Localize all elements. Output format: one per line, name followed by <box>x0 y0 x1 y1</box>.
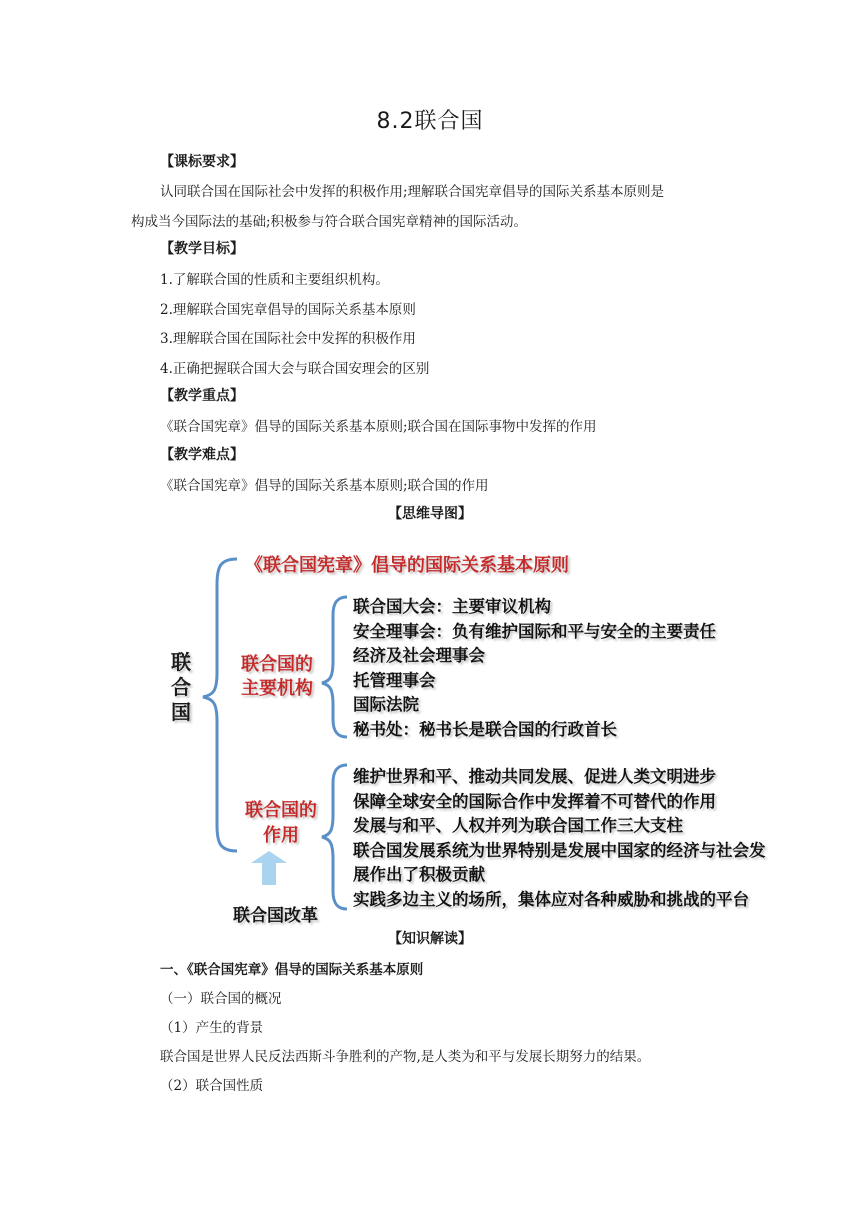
organ-item: 秘书处：秘书长是联合国的行政首长 <box>353 719 617 739</box>
goals-heading: 【教学目标】 <box>160 241 244 257</box>
key-points-text: 《联合国宪章》倡导的国际关系基本原则;联合国在国际事物中发挥的作用 <box>160 419 597 435</box>
role-item: 展作出了积极贡献 <box>353 865 485 884</box>
mind-map <box>165 545 795 930</box>
organs-bracket <box>322 597 347 737</box>
knowledge-section-1: 一、《联合国宪章》倡导的国际关系基本原则 <box>160 962 424 978</box>
mindmap-heading: 【思维导图】 <box>388 506 472 522</box>
organ-item: 安全理事会：负有维护国际和平与安全的主要责任 <box>353 621 716 641</box>
knowledge-heading: 【知识解读】 <box>388 931 472 947</box>
knowledge-sub-1: （一）联合国的概况 <box>160 991 282 1007</box>
curriculum-heading: 【课标要求】 <box>160 154 244 170</box>
curriculum-text-line1: 认同联合国在国际社会中发挥的积极作用;理解联合国宪章倡导的国际关系基本原则是 <box>160 184 665 200</box>
root-char-2: 合 <box>171 675 191 699</box>
mindmap-root <box>169 650 193 725</box>
organ-item: 国际法院 <box>353 695 419 714</box>
organ-item: 联合国大会：主要审议机构 <box>353 597 551 616</box>
role-item: 联合国发展系统为世界特别是发展中国家的经济与社会发 <box>353 840 766 860</box>
key-points-heading: 【教学重点】 <box>160 388 244 404</box>
role-item: 发展与和平、人权并列为联合国工作三大支柱 <box>353 816 683 835</box>
principles-node: 《联合国宪章》倡导的国际关系基本原则 <box>245 555 569 576</box>
organs-label <box>241 653 313 701</box>
knowledge-point-1-text: 联合国是世界人民反法西斯斗争胜利的产物,是人类为和平与发展长期努力的结果。 <box>160 1049 651 1065</box>
knowledge-point-2: （2）联合国性质 <box>160 1078 264 1094</box>
role-label-line2: 作用 <box>263 825 299 846</box>
knowledge-point-1: （1）产生的背景 <box>160 1020 264 1036</box>
difficulties-heading: 【教学难点】 <box>160 447 244 463</box>
difficulties-text: 《联合国宪章》倡导的国际关系基本原则;联合国的作用 <box>160 478 489 494</box>
goal-item-4: 4.正确把握联合国大会与联合国安理会的区别 <box>160 361 430 377</box>
role-item: 保障全球安全的国际合作中发挥着不可替代的作用 <box>353 791 716 811</box>
root-char-1: 联 <box>171 650 191 674</box>
reform-node: 联合国改革 <box>233 906 318 926</box>
organ-item: 托管理事会 <box>353 670 436 690</box>
main-bracket <box>203 559 237 851</box>
page-title: 8.2联合国 <box>376 109 484 134</box>
organs-label-line2: 主要机构 <box>241 678 313 699</box>
role-label-line1: 联合国的 <box>245 800 317 821</box>
role-item: 实践多边主义的场所，集体应对各种威胁和挑战的平台 <box>353 889 749 909</box>
roles-list <box>353 765 766 912</box>
role-label <box>245 798 317 848</box>
roles-bracket <box>322 765 347 909</box>
curriculum-text-line2: 构成当今国际法的基础;积极参与符合联合国宪章精神的国际活动。 <box>131 214 528 230</box>
goal-item-1: 1.了解联合国的性质和主要组织机构。 <box>160 272 389 288</box>
root-char-3: 国 <box>171 700 191 724</box>
organs-label-line1: 联合国的 <box>241 654 313 675</box>
role-item: 维护世界和平、推动共同发展、促进人类文明进步 <box>353 767 716 786</box>
goal-item-3: 3.理解联合国在国际社会中发挥的积极作用 <box>160 331 416 347</box>
organ-item: 经济及社会理事会 <box>353 646 485 665</box>
up-arrow-icon <box>251 851 287 885</box>
goal-item-2: 2.理解联合国宪章倡导的国际关系基本原则 <box>160 302 416 318</box>
organs-list <box>353 595 716 742</box>
